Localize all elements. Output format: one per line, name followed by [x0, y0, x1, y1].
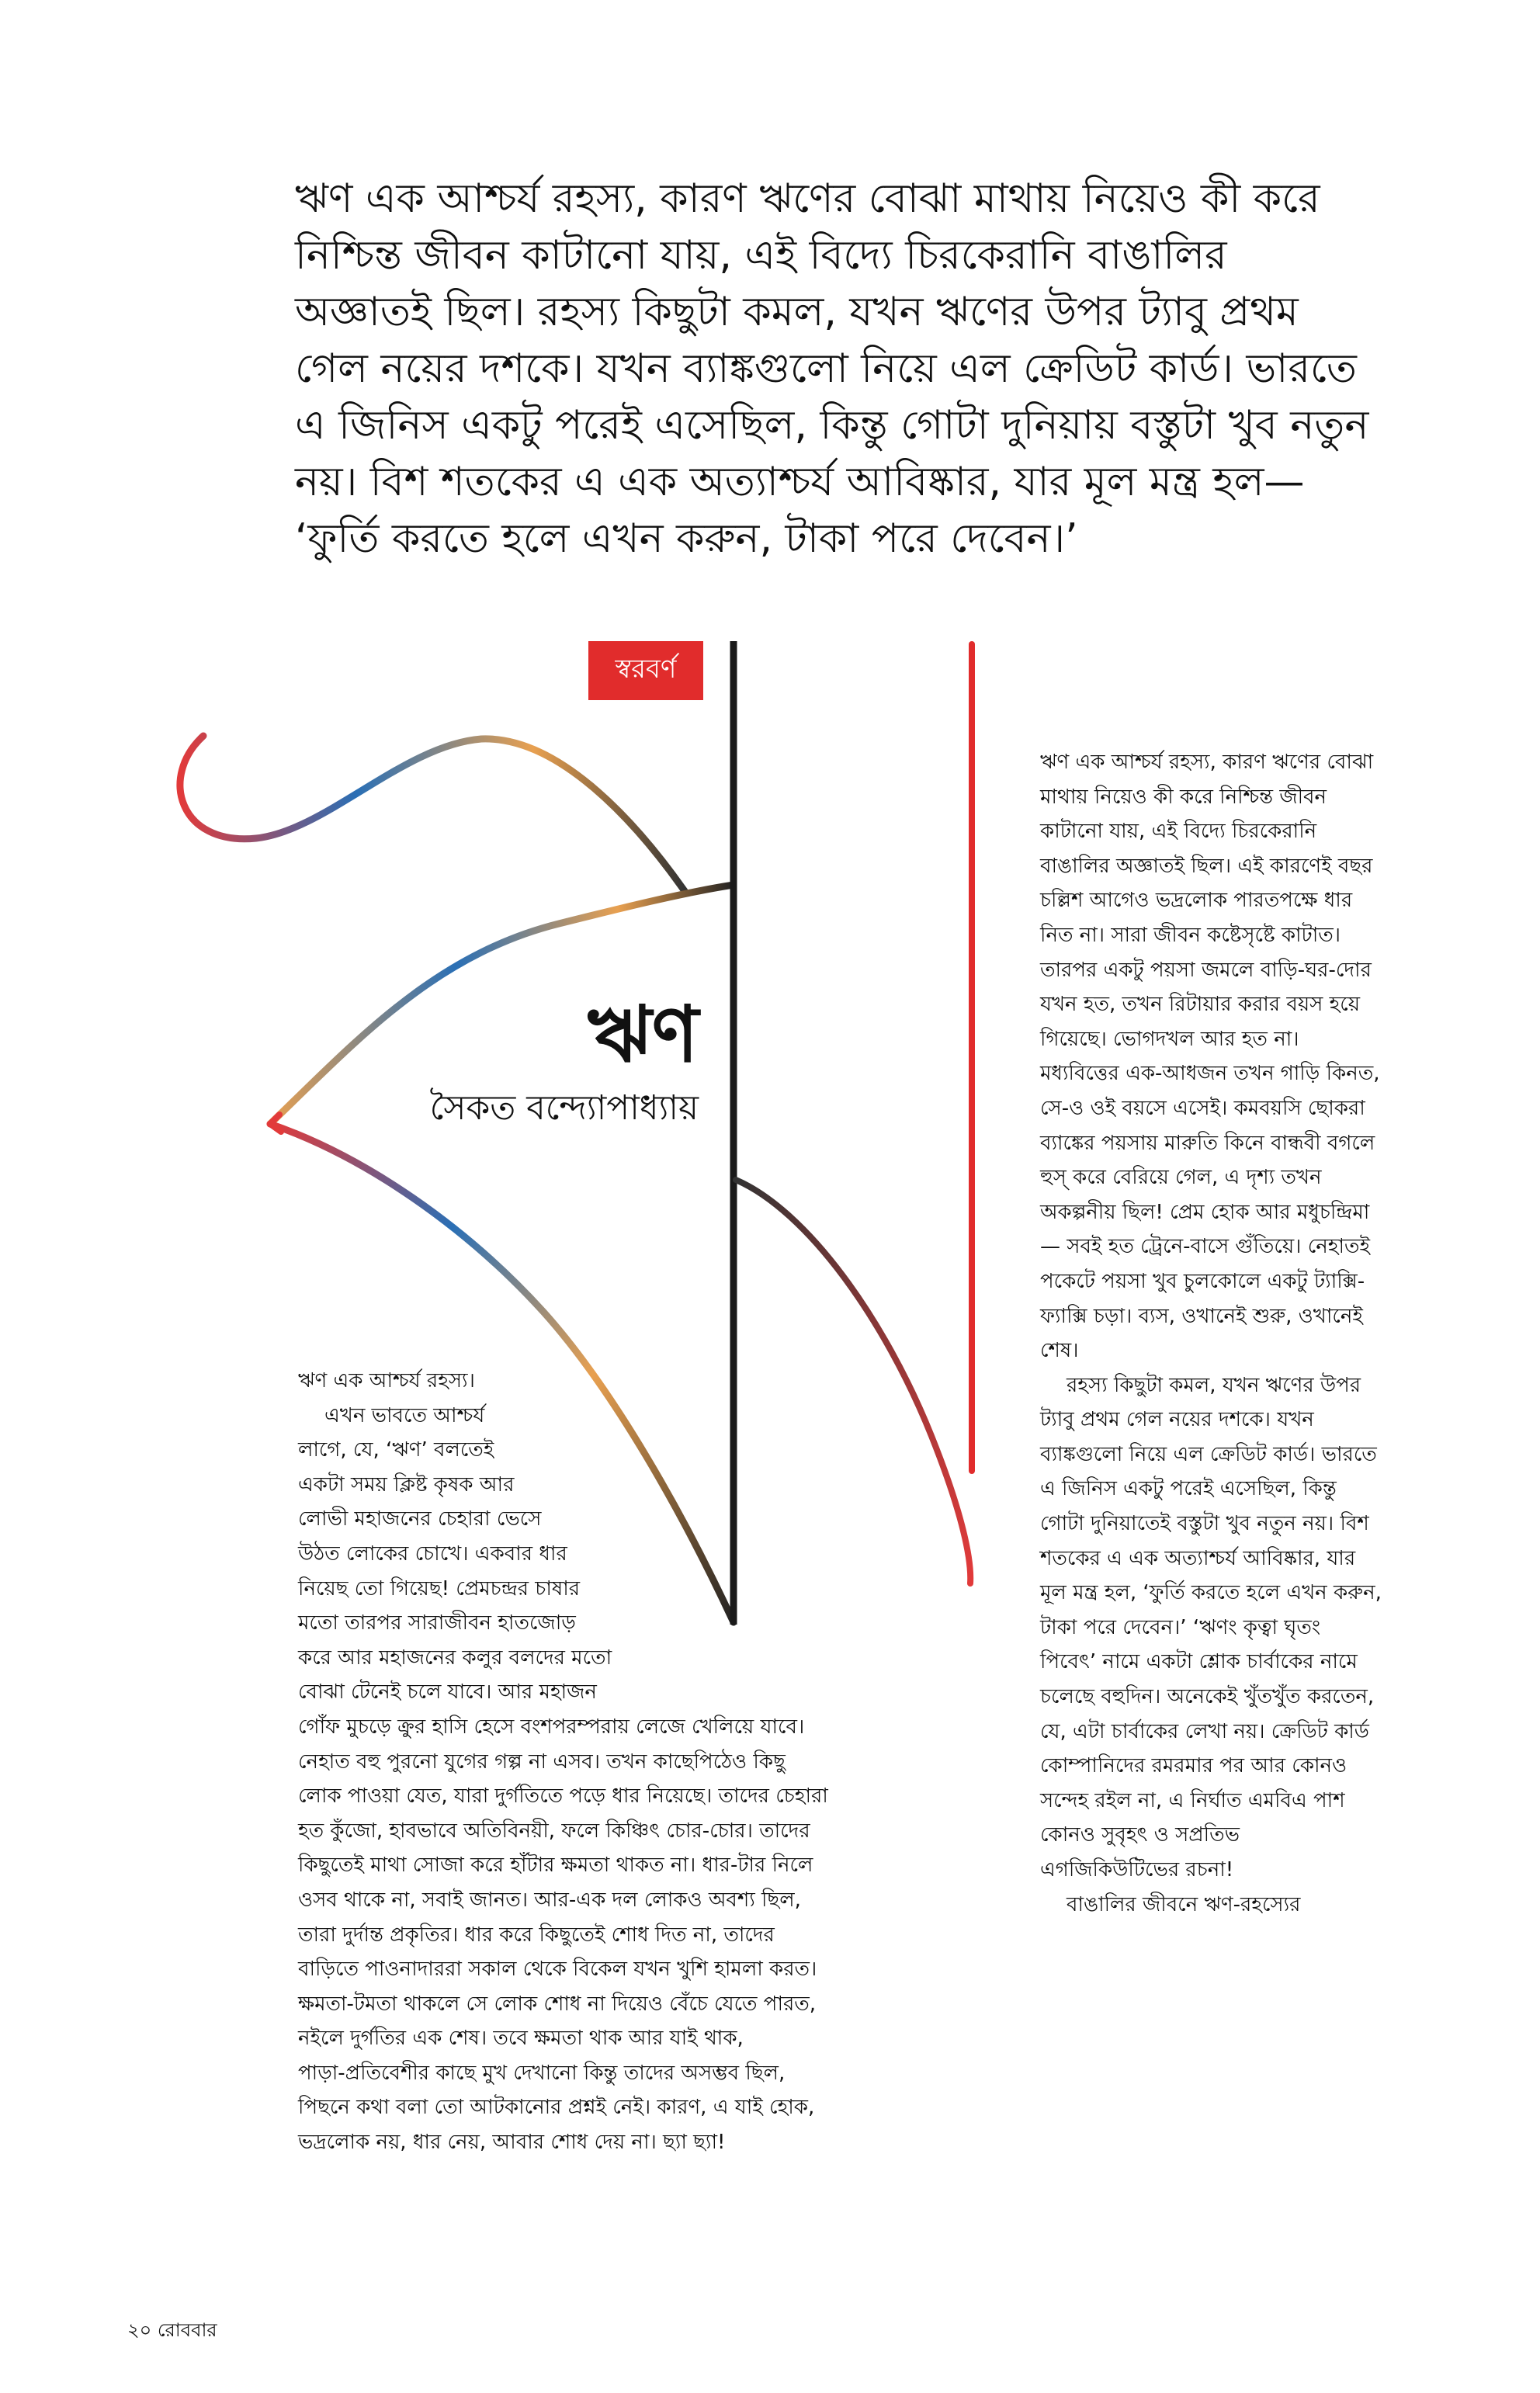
- text-line: নইলে দুর্গতির এক শেষ। তবে ক্ষমতা থাক আর যাই থাক,: [298, 2027, 744, 2051]
- text-line: নেহাত বহু পুরনো যুগের গল্প না এসব। তখন কাছেপিঠেও কিছু: [298, 1750, 786, 1774]
- text-line: নিয়েছ তো গিয়েছ! প্রেমচন্দ্রর চাষার: [298, 1576, 581, 1601]
- text-line: এখন ভাবতে আশ্চর্য: [324, 1403, 485, 1427]
- page-folio: ২০ রোববার: [127, 2319, 217, 2341]
- intro-standfirst: [295, 171, 1413, 567]
- text-line: ওসব থাকে না, সবাই জানত। আর-এক দল লোকও অবশ্য ছিল,: [298, 1888, 801, 1912]
- text-line: করে আর মহাজনের কলুর বলদের মতো: [298, 1646, 612, 1670]
- text-line: ক্ষমতা-টমতা থাকলে সে লোক শোধ না দিয়েও বেঁচে যেতে পারত,: [298, 1992, 817, 2016]
- text-line: পাড়া-প্রতিবেশীর কাছে মুখ দেখানো কিন্তু তাদের অসম্ভব ছিল,: [298, 2061, 786, 2085]
- text-line: ঋণ এক আশ্চর্য রহস্য।: [298, 1369, 475, 1392]
- right-column: [1040, 745, 1382, 1922]
- text-line: হত কুঁজো, হাবভাবে অতিবিনয়ী, ফলে কিঞ্চিৎ চোর-চোর। তাদের: [298, 1819, 810, 1843]
- article-title: ঋণ: [587, 989, 699, 1080]
- text-line: উঠত লোকের চোখে। একবার ধার: [298, 1542, 567, 1566]
- text-line: কিছুতেই মাথা সোজা করে হাঁটার ক্ষমতা থাকত না। ধার-টার নিলে: [298, 1854, 813, 1878]
- left-column: [298, 1364, 950, 2160]
- intro-line: ‘ফুর্তি করতে হলে এখন করুন, টাকা পরে দেবেন।’: [295, 515, 1078, 562]
- paragraph: বাঙালির জীবনে ঋণ-রহস্যের: [1067, 1892, 1301, 1916]
- text-line: লাগে, যে, ‘ঋণ’ বলতেই: [298, 1438, 494, 1462]
- section-tag: স্বরবর্ণ: [588, 641, 703, 700]
- text-line: একটা সময় ক্লিষ্ট কৃষক আর: [298, 1472, 515, 1496]
- text-line: তারা দুর্দান্ত প্রকৃতির। ধার করে কিছুতেই শোধ দিত না, তাদের: [298, 1923, 775, 1947]
- intro-line: নয়। বিশ শতকের এ এক অত্যাশ্চর্য আবিষ্কার, যার মূল মন্ত্র হল—: [295, 459, 1305, 505]
- text-line: বাড়িতে পাওনাদাররা সকাল থেকে বিকেল যখন খুশি হামলা করত।: [298, 1958, 817, 1982]
- intro-line: ঋণ এক আশ্চর্য রহস্য, কারণ ঋণের বোঝা মাথায় নিয়েও কী করে: [295, 175, 1320, 222]
- intro-line: নিশ্চিন্ত জীবন কাটানো যায়, এই বিদ্যে চিরকেরানি বাঙালির: [295, 232, 1227, 279]
- paragraph: রহস্য কিছুটা কমল, যখন ঋণের উপর ট্যাবু প্রথম গেল নয়ের দশকে। যখন ব্যাঙ্কগুলো নিয়ে এল ক্রেডিট কার্ড। ভারতে এ জিনিস একটু পরেই এসেছিল, কিন্তু গোটা দুনিয়াতেই বস্তুটা খুব নতুন নয়। বিশ শতকের এ এক অত্যাশ্চর্য আবিষ্কার, যার মূল মন্ত্র হল, ‘ফুর্তি করতে হলে এখন করুন, টাকা পরে দেবেন।’ ‘ঋণং কৃত্বা ঘৃতং পিবেৎ’ নামে একটা শ্লোক চার্বাকের নামে চলেছে বহুদিন। অনেকেই খুঁতখুঁত করতেন, যে, এটা চার্বাকের লেখা নয়। ক্রেডিট কার্ড কোম্পানিদের রমরমার পর আর কোনও সন্দেহ রইল না, এ নির্ঘাত এমবিএ পাশ কোনও সুবৃহৎ ও সপ্রতিভ এগজিকিউটিভের রচনা!: [1040, 1373, 1382, 1881]
- text-line: মতো তারপর সারাজীবন হাতজোড়: [298, 1611, 576, 1635]
- text-line: লোক পাওয়া যেত, যারা দুর্গতিতে পড়ে ধার নিয়েছে। তাদের চেহারা: [298, 1784, 828, 1809]
- stroke-tip: [270, 1115, 281, 1132]
- text-line: বোঝা টেনেই চলে যাবে। আর মহাজন: [298, 1680, 597, 1705]
- text-line: পিছনে কথা বলা তো আটকানোর প্রশ্নই নেই। কারণ, এ যাই হোক,: [298, 2096, 815, 2120]
- text-line: ভদ্রলোক নয়, ধার নেয়, আবার শোধ দেয় না। ছ্যা ছ্যা!: [298, 2131, 726, 2155]
- intro-line: এ জিনিস একটু পরেই এসেছিল, কিন্তু গোটা দুনিয়ায় বস্তুটা খুব নতুন: [295, 402, 1369, 449]
- author-byline: সৈকত বন্দ্যোপাধ্যায়: [429, 1088, 699, 1128]
- text-line: গোঁফ মুচড়ে ক্রুর হাসি হেসে বংশপরম্পরায় লেজে খেলিয়ে যাবে।: [298, 1715, 805, 1739]
- intro-line: গেল নয়ের দশকে। যখন ব্যাঙ্কগুলো নিয়ে এল ক্রেডিট কার্ড। ভারতে: [295, 345, 1357, 392]
- stroke-top-hook: [180, 736, 685, 891]
- paragraph: ঋণ এক আশ্চর্য রহস্য, কারণ ঋণের বোঝা মাথায় নিয়েও কী করে নিশ্চিন্ত জীবন কাটানো যায়, এই বিদ্যে চিরকেরানি বাঙালির অজ্ঞাতই ছিল। এই কারণেই বছর চল্লিশ আগেও ভদ্রলোক পারতপক্ষে ধার নিত না। সারা জীবন কষ্টেসৃষ্টে কাটাত। তারপর একটু পয়সা জমলে বাড়ি-ঘর-দোর যখন হত, তখন রিটায়ার করার বয়স হয়ে গিয়েছে। ভোগদখল আর হত না। মধ্যবিত্তের এক-আধজন তখন গাড়ি কিনত, সে-ও ওই বয়সে এসেই। কমবয়সি ছোকরা ব্যাঙ্কের পয়সায় মারুতি কিনে বান্ধবী বগলে হুস্‌ করে বেরিয়ে গেল, এ দৃশ্য তখন অকল্পনীয় ছিল! প্রেম হোক আর মধুচন্দ্রিমা— সবই হত ট্রেনে-বাসে গুঁতিয়ে। নেহাতই পকেটে পয়সা খুব চুলকোলে একটু ট্যাক্সি-ফ্যাক্সি চড়া। ব্যস, ওখানেই শুরু, ওখানেই শেষ।: [1040, 751, 1380, 1363]
- text-line: লোভী মহাজনের চেহারা ভেসে: [298, 1507, 542, 1531]
- intro-line: অজ্ঞাতই ছিল। রহস্য কিছুটা কমল, যখন ঋণের উপর ট্যাবু প্রথম: [295, 289, 1299, 335]
